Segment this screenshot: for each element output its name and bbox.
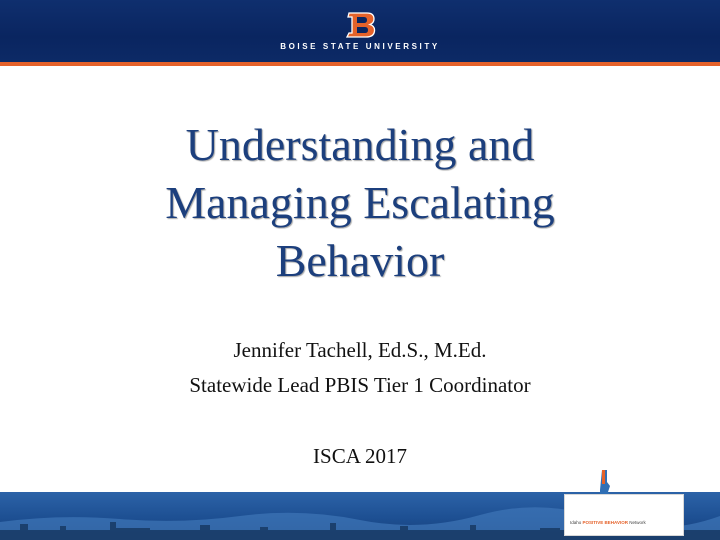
pbis-prefix: Idaho xyxy=(570,520,582,525)
pbis-highlight: POSITIVE BEHAVIOR xyxy=(582,520,628,525)
presenter-name: Jennifer Tachell, Ed.S., M.Ed. xyxy=(233,338,487,362)
boise-state-b-logo-icon xyxy=(346,12,376,38)
pbis-logo-text xyxy=(570,520,680,525)
title-line-3: Behavior xyxy=(275,235,445,286)
event-name: ISCA 2017 xyxy=(313,444,407,468)
title-line-2: Managing Escalating xyxy=(165,177,555,228)
slide-title xyxy=(100,116,620,290)
pbis-network-logo xyxy=(564,494,684,536)
header-orange-stripe xyxy=(0,62,720,66)
pbis-suffix: Network xyxy=(629,520,646,525)
university-name: BOISE STATE UNIVERSITY xyxy=(280,42,440,51)
title-line-1: Understanding and xyxy=(185,119,535,170)
presenter-role: Statewide Lead PBIS Tier 1 Coordinator xyxy=(189,373,531,397)
